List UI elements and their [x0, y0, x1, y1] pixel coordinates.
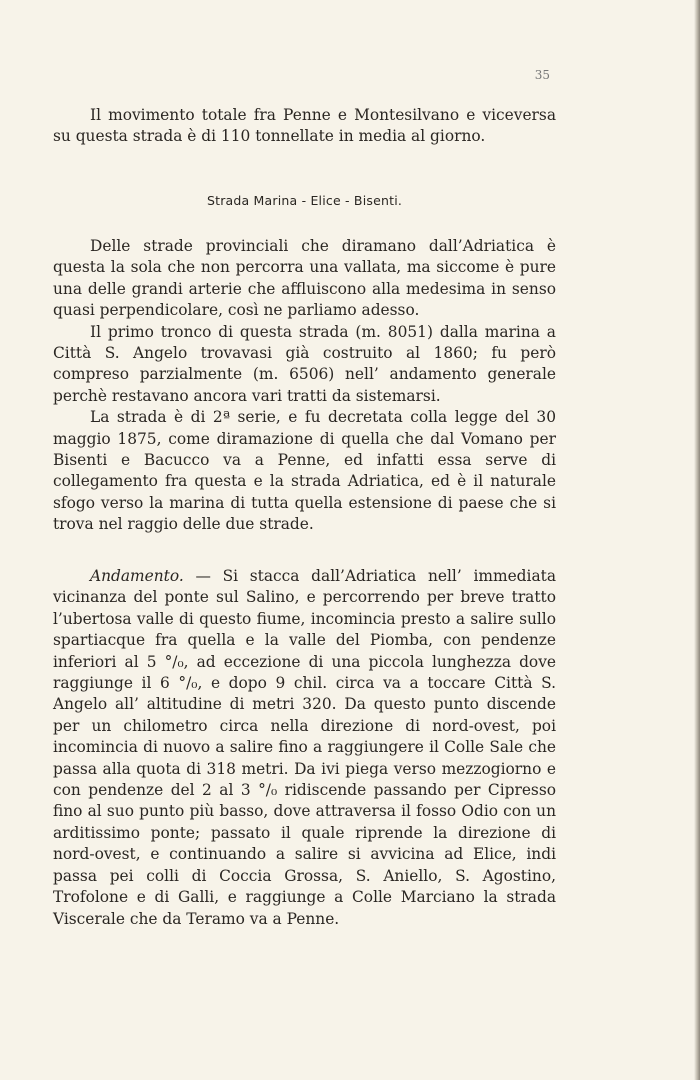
paragraph-1: Delle strade provinciali che diramano dall’Adriatica è questa la sola che non percorra una vallata, ma siccome è pure una delle grandi arterie che affluiscono alla medesima in senso quasi perpendicolare, così ne parliamo adesso. [53, 237, 556, 320]
body-text [53, 236, 556, 536]
top-paragraph-block [53, 105, 556, 148]
page-number: 35 [534, 68, 550, 82]
andamento-text: — Si stacca dall’Adriatica nell’ immediata vicinanza del ponte sul Salino, e percorrendo per breve tratto l’ubertosa valle di questo fiume, incomincia presto a salire sullo spartiacque fra quella e la valle del Piomba, con pendenze inferiori al 5 °/₀, ad eccezione di una piccola lunghezza dove raggiunge il 6 °/₀, e dopo 9 chil. circa va a toccare Città S. Angelo all’ altitudine di metri 320. Da questo punto discende per un chilometro circa nella direzione di nord-ovest, poi incomincia di nuovo a salire fino a raggiungere il Colle Sale che passa alla quota di 318 metri. Da ivi piega verso mezzogiorno e con pendenze del 2 al 3 °/₀ ridiscende passando per Cipresso fino al suo punto più basso, dove attraversa il fosso Odio con un arditissimo ponte; passato il quale riprende la direzione di nord-ovest, e continuando a salire si avvicina ad Elice, indi passa pei colli di Coccia Grossa, S. Aniello, S. Agostino, Trofolone e di Galli, e raggiunge a Colle Marciano la strada Viscerale che da Teramo va a Penne. [53, 567, 556, 928]
paragraph-3: La strada è di 2ª serie, e fu decretata colla legge del 30 maggio 1875, come diramazione di quella che dal Vomano per Bisenti e Bacucco va a Penne, ed infatti essa serve di collegamento fra questa e la strada Adriatica, ed è il naturale sfogo verso la marina di tutta quella estensione di paese che si trova nel raggio delle due strade. [53, 408, 556, 534]
andamento-lead: Andamento. [90, 567, 184, 585]
andamento-section [53, 566, 556, 930]
paragraph-2: Il primo tronco di questa strada (m. 8051) dalla marina a Città S. Angelo trovavasi già costruito al 1860; fu però compreso parzialmente (m. 6506) nell’ andamento generale perchè restavano ancora vari tratti da sistemarsi. [53, 322, 556, 405]
section-heading: Strada Marina - Elice - Bisenti. [206, 193, 403, 208]
andamento-paragraph [53, 566, 556, 930]
top-paragraph: Il movimento totale fra Penne e Montesilvano e viceversa su questa strada è di 110 tonnellate in media al giorno. [53, 106, 556, 146]
page-edge-shadow [694, 0, 700, 1080]
